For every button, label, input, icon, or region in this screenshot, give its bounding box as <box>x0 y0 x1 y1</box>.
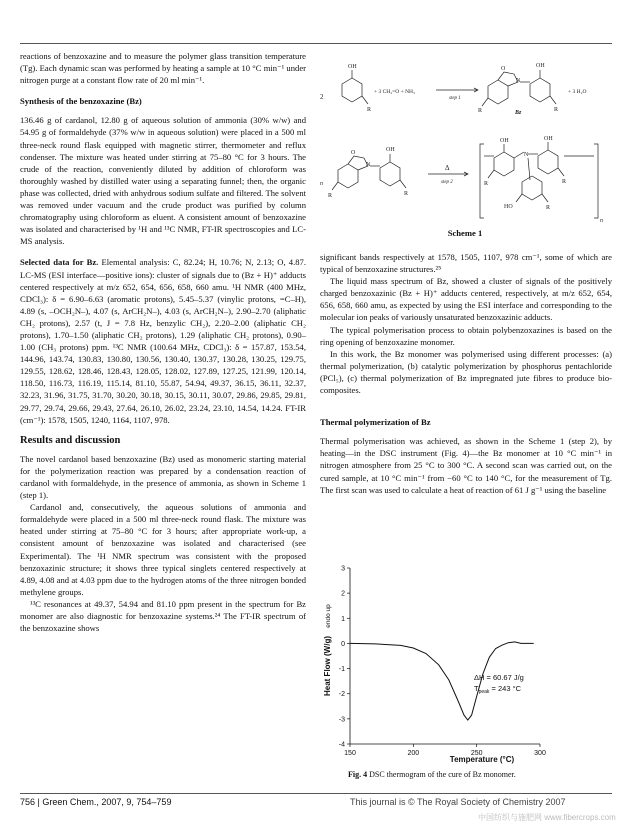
oh-label: OH <box>348 64 357 70</box>
results-paragraph-2: Cardanol and, consecutively, the aqueous solutions of ammonia and formaldehyde were placed in a 500 ml three-neck round flask. The mixture was heated under stirring at 75–80 °C for 3 hours; after appropriate work-up, a consistent amount of benzoxazine was isolated and characterised (see Experimental). The ¹H NMR spectrum was consistent with the proposed benzoxazinic structure; it shows three typical singlets centered respectively at 4.89, 4.08 and at 4.03 ppm due to the hydrogen atoms of the three nitrogen bonded methylene groups. <box>20 502 306 597</box>
polymer-n-label: N <box>524 152 529 158</box>
y-axis-label: Heat Flow (W/g) <box>323 636 332 696</box>
thermal-paragraph: Thermal polymerisation was achieved, as shown in the Scheme 1 (step 2), by heating—in the DSC instrument (Fig. 4)—the Bz monomer at 10 °C min⁻¹ in nitrogen atmosphere from 25 °C to 300 °C. A second scan was carried out, on the cured sample, at 10 °C min⁻¹ from −60 °C to 140 °C, for the measurement of Tg. The first scan was used to calculate a heat of reaction of 61 J g⁻¹ using the baseline <box>320 436 612 495</box>
bz-label: Bz <box>515 110 522 116</box>
reagents-text: + 3 CH₂=O + NH₃ <box>374 89 415 95</box>
x-tick-label: 200 <box>407 750 420 757</box>
y-tick-label: 0 <box>341 640 345 648</box>
delta-h-annotation: ΔH = 60.67 J/g <box>474 673 524 682</box>
t-peak-symbol: T <box>474 684 479 693</box>
y-tick-label: -3 <box>338 716 345 724</box>
y-tick-label: -4 <box>338 741 345 749</box>
polymer-ho-label: HO <box>504 204 513 210</box>
synthesis-heading: Synthesis of the benzoxazine (Bz) <box>20 96 142 107</box>
monomer-o-label: O <box>351 150 356 156</box>
polymer-ring-c <box>522 176 542 200</box>
scheme-coefficient: 2 <box>320 93 324 101</box>
polymer-bracket-right <box>594 144 598 218</box>
y-tick-label: 3 <box>341 565 345 573</box>
figure-caption-text: DSC thermogram of the cure of Bz monomer. <box>367 770 516 779</box>
watermark: 中国纺织与施肥网 www.fibercrops.com <box>478 813 616 822</box>
monomer-oh-label: OH <box>386 147 395 153</box>
polymer-subscript-n: n <box>600 218 603 224</box>
x-axis-label: Temperature (°C) <box>449 755 515 764</box>
results-paragraph-1: The novel cardanol based benzoxazine (Bz) used as monomeric starting material for the polymerization reaction was prepared by a condensation reaction of cardanol with formaldehyde, in the presence of ammonia, as shown in Scheme 1 (step 1). <box>20 453 306 501</box>
byproduct-text: + 3 H₂O <box>568 89 587 95</box>
endo-up-label: endo up <box>325 604 332 628</box>
polymer-ring-b <box>538 150 558 174</box>
cardanol-ring <box>342 78 362 102</box>
polymer-r-label-c: R <box>546 205 551 211</box>
scheme-1-reaction <box>318 52 612 244</box>
bz-r-label-a: R <box>478 108 483 114</box>
t-peak-annotation <box>474 684 522 695</box>
dsc-chart <box>322 556 612 766</box>
polymer-r-label-b: R <box>562 179 567 185</box>
bz-r-label-b: R <box>554 107 559 113</box>
intro-paragraph: reactions of benzoxazine and to measure the polymer glass transition temperature (Tg). Each dynamic scan was performed by heating a sample at 10 °C min⁻¹ under nitrogen purge at a constant flow rate of 20 ml min⁻¹. <box>20 51 306 86</box>
thermal-heading: Thermal polymerization of Bz <box>320 417 431 428</box>
step2-label: step 2 <box>441 180 453 185</box>
footer-left: 756 | Green Chem., 2007, 9, 754–759 <box>20 797 172 807</box>
monomer-r-label-b: R <box>404 191 409 197</box>
monomer-n-label: N <box>366 162 371 168</box>
bz-o-label: O <box>501 66 506 72</box>
r-label: R <box>367 107 372 113</box>
x-tick-label: 150 <box>344 750 356 757</box>
y-tick-label: -1 <box>338 666 345 674</box>
y-tick-label: 2 <box>341 590 345 598</box>
bz-ring-b <box>530 78 550 102</box>
selected-data-paragraph <box>20 256 306 425</box>
delta-label: Δ <box>445 164 450 172</box>
right-paragraph-2: The liquid mass spectrum of Bz, showed a cluster of signals of the positively charged benzoxazinic (Bz + H)⁺ adducts centered, respectively, at m/z 652, 654, 656, 658, 660 amu, as expected by using the ESI interface and corresponding to the molecular ion peaks of variously unsaturated benzoxazinic adducts. <box>320 276 612 323</box>
footer-right: This journal is © The Royal Society of Chemistry 2007 <box>350 797 566 807</box>
polymer-ring-a <box>494 152 514 176</box>
synthesis-paragraph: 136.46 g of cardanol, 12.80 g of aqueous solution of ammonia (30% w/w) and 54.95 g of formaldehyde (37% w/w in aqueous solution) were placed in a 500 ml three-neck round flask equipped with magnetic stirrer, thermometer and reflux condenser. The mixture was heated under stirring at 75–80 °C for 3 hours. The crude of the reaction, conveniently diluted by addition of chloroform was thoroughly washed by distilled water using a separating funnel; then, the organic phase was collected, dried with anhydrous sodium sulfate and filtered. The solvent was removed under vacuum and the crude product was purified by column chromatography using chloroform as eluent. A consistent amount of benzoxazine was isolated and characterised by ¹H and ¹³C NMR, FT-IR spectroscopies and LC-MS analysis. <box>20 115 306 247</box>
right-paragraph-3: The typical polymerisation process to obtain polybenzoxazines is based on the ring opening of benzoxazine monomer. <box>320 324 612 347</box>
right-paragraph-1: significant bands respectively at 1578, 1505, 1107, 978 cm⁻¹, some of which are typical of benzoxazine structures.²⁵ <box>320 252 612 275</box>
y-tick-label: 1 <box>341 615 345 623</box>
polymer-oh-label-a: OH <box>500 138 509 144</box>
selected-data-text: Elemental analysis: C, 82.24; H, 10.76; N, 2.13; O, 4.87. LC-MS (ESI interface—positive ions): cluster of signals due to (Bz + H)⁺ adducts centered respectively at m/z 652, 654, 656, 658, 660 amu. ¹H NMR (400 MHz, CDCl₃): δ = 6.90–6.63 (aromatic protons), 5.45–5.37 (vinylic protons, =C–H), 4.89 (s, –OCH₂N–), 4.07 (s, ArCH₂N–), 4.03 (s, ArCH₂N–), 2.90–2.70 (aliphatic CH₂ protons), 2.57 (t, J = 7.8 Hz, benzylic CH₂), 2.20–2.00 (aliphatic CH₂ protons), 1.70–1.50 (aliphatic CH₂ protons), 1.29 (aliphatic CH₂ protons), 0.90–1.00 (CH₃ protons) ppm. ¹³C NMR (100.64 MHz, CDCl₃): δ = 157.87, 153.54, 144.96, 143.74, 130.83, 130.80, 130.56, 130.40, 130.37, 130.28, 130.25, 129.75, 129.55, 128.62, 128.46, 128.43, 128.05, 128.02, 127.89, 127.25, 121.99, 120.14, 118.50, 116.73, 116.19, 115.14, 81.10, 55.87, 54.94, 49.37, 36.15, 36.11, 32.37, 32.23, 31.96, 31.75, 31.70, 30.20, 30.18, 30.15, 30.11, 30.07, 29.86, 29.85, 29.81, 29.77, 29.74, 29.66, 29.43, 27.64, 26.10, 26.02, 23.24, 23.10, 14.54, 14.24. FT-IR (cm⁻¹): 1578, 1505, 1240, 1164, 1107, 978. <box>20 257 306 425</box>
x-tick-label: 300 <box>534 750 546 757</box>
y-tick-label: -2 <box>338 691 345 699</box>
results-paragraph-3: ¹³C resonances at 49.37, 54.94 and 81.10 ppm present in the spectrum for Bz monomer are also diagnostic for benzoxazine systems.²⁴ The FT-IR spectrum of the benzoxazine shows <box>20 598 306 634</box>
scheme-label: Scheme 1 <box>447 228 483 238</box>
right-column <box>320 251 612 496</box>
t-peak-subscript: peak <box>478 689 490 695</box>
figure-caption-label: Fig. 4 <box>348 770 368 779</box>
plot-area <box>339 566 546 758</box>
monomer-ring-a <box>338 164 358 188</box>
monomer-ring-b <box>380 162 400 186</box>
selected-data-label: Selected data for Bz. <box>20 257 99 268</box>
results-heading: Results and discussion <box>20 434 121 446</box>
n-coefficient: n <box>320 181 323 187</box>
left-column <box>20 50 306 634</box>
polymer-oh-label-b: OH <box>544 136 553 142</box>
bz-n-label: N <box>516 78 521 84</box>
footer-rule <box>20 793 612 794</box>
bz-ring-a <box>488 80 508 104</box>
t-peak-value: = 243 °C <box>489 684 521 693</box>
right-paragraph-4: In this work, the Bz monomer was polymerised using different processes: (a) thermal polymerization, (b) catalytic polymerization by phosphorus pentachloride (PCl₅), (c) thermal polymerization of Bz impregnated jute fibres to produce bio-composites. <box>320 348 612 396</box>
monomer-r-label-a: R <box>328 193 333 199</box>
x-tick-label: 250 <box>470 750 483 757</box>
bz-oh-label: OH <box>536 63 545 69</box>
figure-caption <box>348 770 516 779</box>
polymer-r-label-a: R <box>484 181 489 187</box>
header-rule <box>20 43 612 44</box>
step1-label: step 1 <box>449 96 461 101</box>
